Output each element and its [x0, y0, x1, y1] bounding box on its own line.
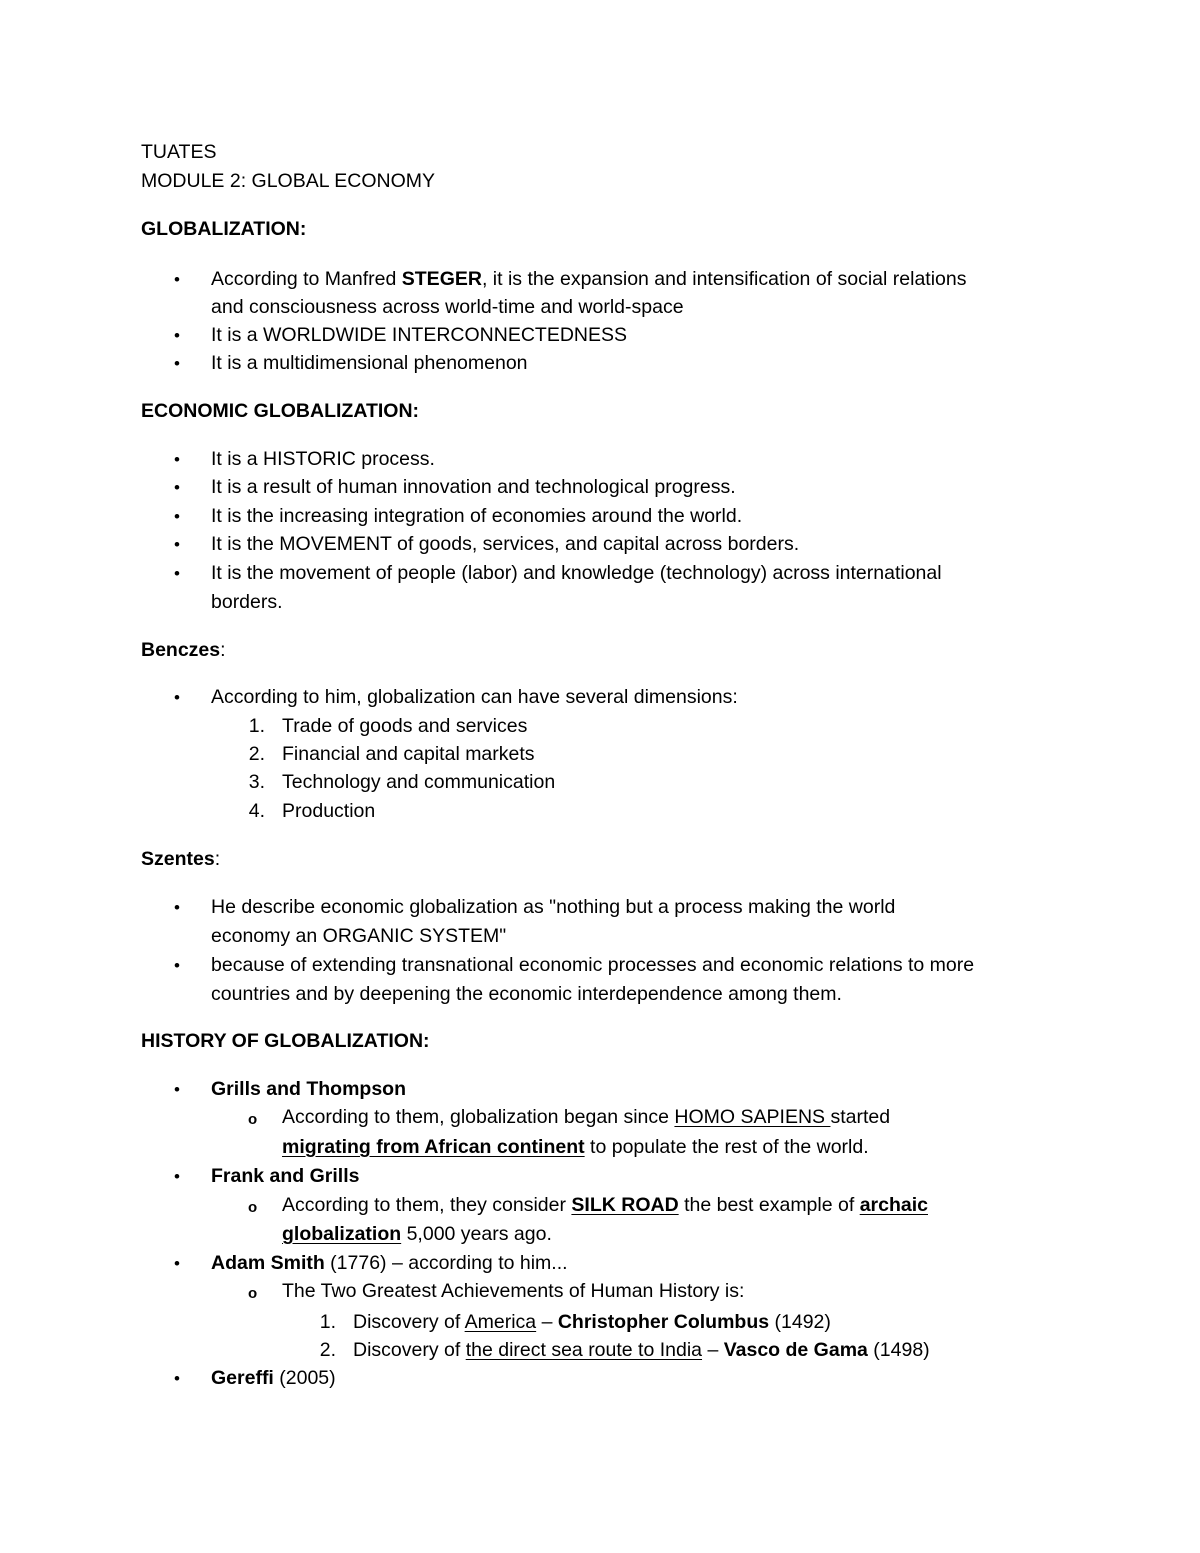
section-heading: GLOBALIZATION:: [141, 218, 307, 240]
list-number: 1.: [248, 715, 265, 737]
list-item: It is a WORLDWIDE INTERCONNECTEDNESS: [211, 324, 628, 346]
list-item: It is a HISTORIC process.: [211, 448, 435, 470]
bullet-icon: •: [174, 1254, 180, 1273]
bullet-icon: •: [174, 354, 180, 373]
section-heading: Benczes:: [141, 639, 226, 661]
numbered-item: Trade of goods and services: [282, 715, 528, 737]
sub-list-item-continuation: globalization 5,000 years ago.: [282, 1223, 552, 1245]
numbered-item: Financial and capital markets: [282, 743, 535, 765]
sub-list-item: According to them, they consider SILK ROAD the best example of archaic: [282, 1194, 928, 1216]
list-item-continuation: borders.: [211, 591, 283, 613]
bullet-icon: •: [174, 270, 180, 289]
circle-bullet-icon: o: [248, 1199, 258, 1216]
bullet-icon: •: [174, 450, 180, 469]
sub-list-item: The Two Greatest Achievements of Human History is:: [282, 1280, 745, 1302]
list-item: It is the movement of people (labor) and knowledge (technology) across international: [211, 562, 942, 584]
list-item: Adam Smith (1776) – according to him...: [211, 1252, 568, 1274]
list-item-continuation: economy an ORGANIC SYSTEM": [211, 925, 507, 947]
bullet-icon: •: [174, 1167, 180, 1186]
list-item: Gereffi (2005): [211, 1367, 336, 1389]
list-item-continuation: countries and by deepening the economic interdependence among them.: [211, 983, 842, 1005]
list-item: It is the increasing integration of economies around the world.: [211, 505, 743, 527]
list-number: 1.: [319, 1311, 336, 1333]
list-number: 2.: [248, 743, 265, 765]
sub-list-item-continuation: migrating from African continent to populate the rest of the world.: [282, 1136, 869, 1158]
list-number: 2.: [319, 1339, 336, 1361]
list-item: According to him, globalization can have several dimensions:: [211, 686, 738, 708]
circle-bullet-icon: o: [248, 1111, 258, 1128]
list-item: Grills and Thompson: [211, 1078, 407, 1100]
bullet-icon: •: [174, 326, 180, 345]
numbered-item: Discovery of the direct sea route to India – Vasco de Gama (1498): [353, 1339, 930, 1361]
section-heading: Szentes:: [141, 848, 221, 870]
bullet-icon: •: [174, 507, 180, 526]
section-heading: ECONOMIC GLOBALIZATION:: [141, 400, 420, 422]
bullet-icon: •: [174, 535, 180, 554]
circle-bullet-icon: o: [248, 1285, 258, 1302]
list-item-continuation: and consciousness across world-time and world-space: [211, 296, 684, 318]
list-item: He describe economic globalization as "nothing but a process making the world: [211, 896, 896, 918]
list-item: It is a result of human innovation and technological progress.: [211, 476, 736, 498]
bullet-icon: •: [174, 478, 180, 497]
bullet-icon: •: [174, 564, 180, 583]
list-number: 4.: [248, 800, 265, 822]
list-item: Frank and Grills: [211, 1165, 360, 1187]
bullet-icon: •: [174, 1369, 180, 1388]
list-item: It is a multidimensional phenomenon: [211, 352, 528, 374]
bullet-icon: •: [174, 1080, 180, 1099]
numbered-item: Production: [282, 800, 376, 822]
list-item: According to Manfred STEGER, it is the expansion and intensification of social relations: [211, 268, 967, 290]
list-item: because of extending transnational economic processes and economic relations to more: [211, 954, 975, 976]
list-number: 3.: [248, 771, 265, 793]
numbered-item: Discovery of America – Christopher Columbus (1492): [353, 1311, 831, 1333]
list-item: It is the MOVEMENT of goods, services, and capital across borders.: [211, 533, 800, 555]
module-title: MODULE 2: GLOBAL ECONOMY: [141, 170, 436, 192]
bullet-icon: •: [174, 898, 180, 917]
numbered-item: Technology and communication: [282, 771, 556, 793]
sub-list-item: According to them, globalization began since HOMO SAPIENS started: [282, 1106, 891, 1128]
section-heading: HISTORY OF GLOBALIZATION:: [141, 1030, 430, 1052]
author-name: TUATES: [141, 141, 217, 163]
bullet-icon: •: [174, 956, 180, 975]
bullet-icon: •: [174, 688, 180, 707]
